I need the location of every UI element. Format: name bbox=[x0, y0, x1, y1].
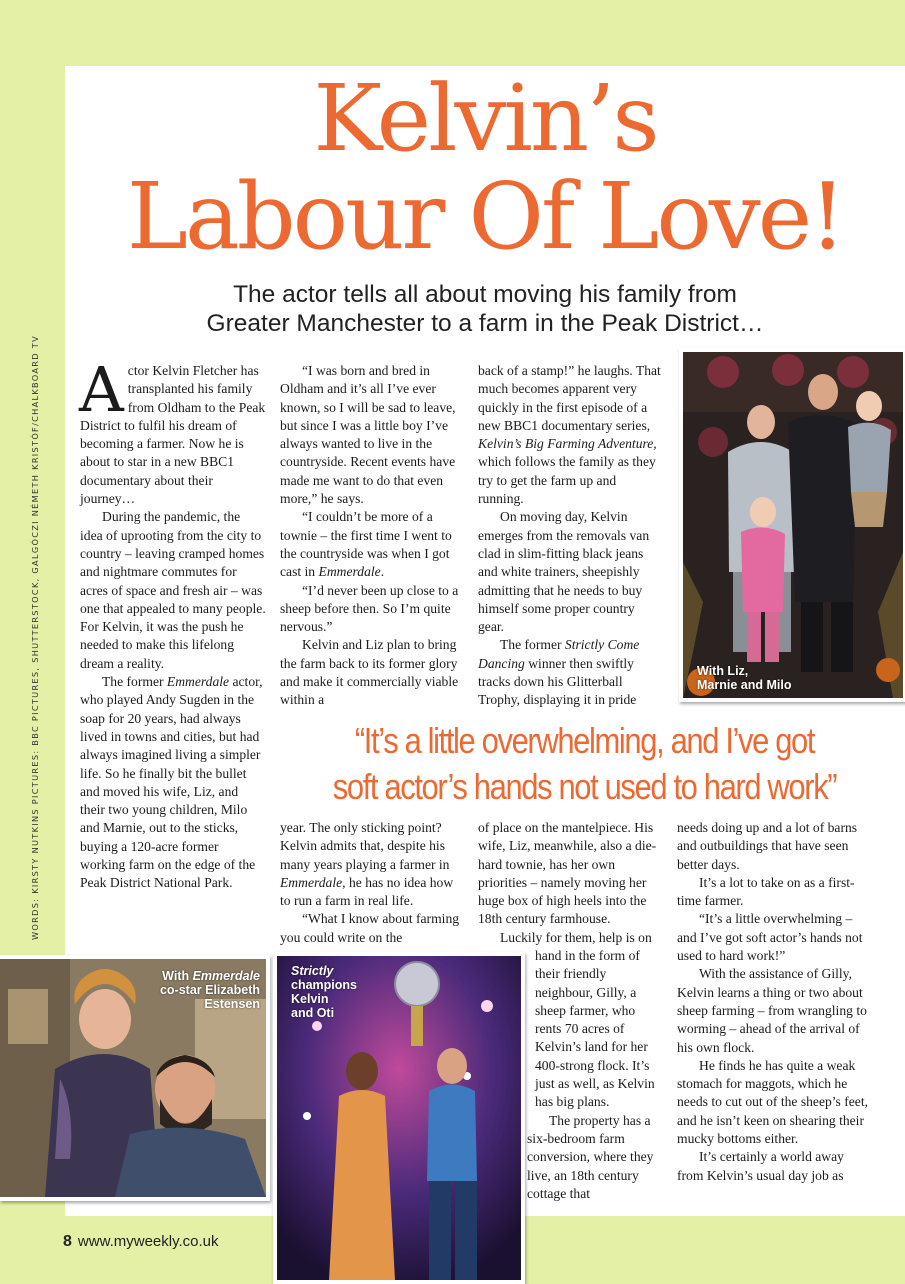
paragraph: “I’d never been up close to a sheep before then. So I’m quite nervous.” bbox=[280, 582, 459, 635]
text: . bbox=[380, 564, 385, 580]
headline-line-2: Labour Of Love! bbox=[126, 163, 844, 270]
paragraph: With the assistance of Gilly, Kelvin learns a thing or two about sheep farming – from wrangling to worming – ahead of the arrival of his own flock. bbox=[677, 966, 867, 1055]
italic-text: Kelvin’s Big Farming Adventure, bbox=[478, 436, 657, 452]
standfirst-line-2: Greater Manchester to a farm in the Peak District… bbox=[206, 310, 764, 337]
pull-quote-line-2: soft actor’s hands not used to hard work” bbox=[332, 766, 837, 807]
emmerdale-photo bbox=[0, 955, 270, 1201]
caption-line: Kelvin bbox=[291, 992, 329, 1006]
article-column-2-continued bbox=[280, 819, 464, 947]
paragraph: “I was born and bred in Oldham and it’s all I’ve ever known, so I will be sad to leave, but since I was a little boy I’ve always wanted to live in the countryside. Recent events have made me want to do that even more,” he says. bbox=[280, 363, 456, 507]
paragraph: Kelvin and Liz plan to bring the farm back to its former glory and make it commercially viable within a bbox=[280, 637, 459, 708]
paragraph: On moving day, Kelvin emerges from the removals van clad in slim-fitting black jeans and white trainers, sheepishly admitting that he needs to buy himself some proper country gear. bbox=[478, 509, 650, 635]
headline bbox=[65, 65, 905, 270]
caption-line: Marnie and Milo bbox=[697, 678, 792, 692]
family-photo-illustration bbox=[683, 352, 903, 698]
paragraph bbox=[478, 636, 664, 709]
drop-cap: A bbox=[79, 353, 124, 426]
pull-quote-line-1: “It’s a little overwhelming, and I’ve got bbox=[354, 720, 815, 761]
italic-text: Emmerdale bbox=[280, 874, 343, 890]
article-column-3-continued bbox=[478, 819, 662, 947]
paragraph: He finds he has quite a weak stomach for maggots, which he needs to cut out of the sheep’s feet, and he isn’t keen on shearing their mucky bottoms either. bbox=[677, 1057, 869, 1147]
strictly-photo-caption bbox=[291, 964, 357, 1020]
headline-line-1: Kelvin’s bbox=[313, 65, 657, 172]
text: year. The only sticking point? Kelvin admits that, despite his many years playing a farmer in bbox=[280, 820, 450, 872]
caption-line: Estensen bbox=[204, 997, 260, 1011]
paragraph: “It’s a little overwhelming – and I’ve got soft actor’s hands not used to hard work!” bbox=[677, 911, 863, 964]
text: The former bbox=[102, 674, 167, 690]
article-column-1 bbox=[79, 353, 266, 893]
article-column-3-wrap bbox=[527, 947, 663, 1203]
italic-text: Emmerdale bbox=[318, 564, 381, 580]
text: which follows the family as they try to get the farm up and running. bbox=[478, 454, 656, 507]
caption-line bbox=[291, 964, 357, 978]
text: actor, who played Andy Sugden in the soap for 20 years, had always lived in towns and cities, but had always imagined living a simpler life. So he finally bit the bullet and moved his wife, Liz, and their two young children, Milo and Marnie, out to the sticks, buying a 120-acre former working farm on the edge of the Peak District National Park. bbox=[80, 674, 263, 891]
caption-line bbox=[160, 969, 260, 983]
text: “I couldn’t be more of a townie – the first time I went to the countryside was when I got cast in bbox=[280, 509, 452, 580]
paragraph: It’s certainly a world away from Kelvin’s usual day job as bbox=[677, 1149, 844, 1183]
italic-text: Emmerdale bbox=[166, 674, 230, 690]
paragraph bbox=[280, 508, 464, 581]
intro-paragraph bbox=[79, 353, 266, 508]
paragraph: hand in the form of their friendly neighbour, Gilly, a sheep farmer, who rents 70 acres of Kelvin’s land for her 400-strong flock. It’s just as well, as Kelvin has big plans. bbox=[535, 948, 655, 1110]
website-url[interactable]: www.myweekly.co.uk bbox=[77, 1233, 219, 1250]
family-photo-caption bbox=[697, 664, 791, 692]
standfirst-line-1: The actor tells all about moving his family from bbox=[233, 281, 737, 308]
strictly-photo bbox=[273, 952, 525, 1284]
text: back of a stamp!” he laughs. That much becomes apparent very quickly in the first episode of a new BBC1 documentary series, bbox=[478, 363, 661, 433]
paragraph bbox=[280, 819, 464, 910]
caption-text: With bbox=[162, 969, 193, 983]
paragraph bbox=[80, 673, 266, 893]
page-number: 8 bbox=[63, 1233, 72, 1250]
caption-line: and Oti bbox=[291, 1006, 335, 1020]
paragraph: It’s a lot to take on as a first-time farmer. bbox=[677, 874, 855, 909]
article-column-2 bbox=[280, 362, 464, 710]
emmerdale-photo-caption bbox=[160, 969, 260, 1011]
article-column-3 bbox=[478, 362, 664, 710]
page-footer bbox=[63, 1233, 219, 1251]
text: The former bbox=[500, 637, 565, 653]
paragraph: The property has a six-bedroom farm conversion, where they live, an 18th century cottage that bbox=[527, 1112, 654, 1201]
paragraph bbox=[478, 362, 664, 508]
text: , he has no idea how to run a farm in real life. bbox=[280, 874, 454, 909]
paragraph: “What I know about farming you could write on the bbox=[280, 911, 460, 945]
pull-quote bbox=[316, 718, 854, 810]
italic-text: Strictly Come Dancing bbox=[478, 637, 640, 671]
caption-line: co-star Elizabeth bbox=[159, 983, 260, 997]
photo-credits: WORDS: KIRSTY NUTKINS PICTURES: BBC PICTURES, SHUTTERSTOCK, GALGÓCZI NÉMETH KRISTÓF/CHALKBOARD TV bbox=[30, 334, 40, 940]
paragraph: Luckily for them, help is on bbox=[500, 929, 652, 945]
text: winner then swiftly tracks down his Glitterball Trophy, displaying it in pride bbox=[478, 655, 637, 708]
intro-text: ctor Kelvin Fletcher has transplanted his family from Oldham to the Peak District to fulfil his dream of becoming a farmer. Now he is about to star in a new BBC1 documentary about their journey… bbox=[80, 363, 266, 507]
article-column-4 bbox=[677, 819, 871, 1185]
caption-italic: Strictly bbox=[291, 964, 334, 978]
standfirst bbox=[65, 280, 905, 338]
paragraph: needs doing up and a lot of barns and outbuildings that have seen better days. bbox=[677, 820, 858, 872]
family-photo bbox=[679, 348, 905, 702]
paragraph: of place on the mantelpiece. His wife, Liz, meanwhile, also a die-hard townie, has her own priorities – namely moving her huge box of high heels into the 18th century farmhouse. bbox=[478, 820, 657, 927]
paragraph: During the pandemic, the idea of uprooting from the city to country – leaving cramped homes and nightmare commutes for acres of space and fresh air – was one that appealed to many people. For Kelvin, it was the push he needed to make this lifelong dream a reality. bbox=[80, 509, 266, 671]
caption-italic: Emmerdale bbox=[192, 969, 260, 983]
caption-line: With Liz, bbox=[697, 664, 749, 678]
caption-line: champions bbox=[291, 978, 357, 992]
